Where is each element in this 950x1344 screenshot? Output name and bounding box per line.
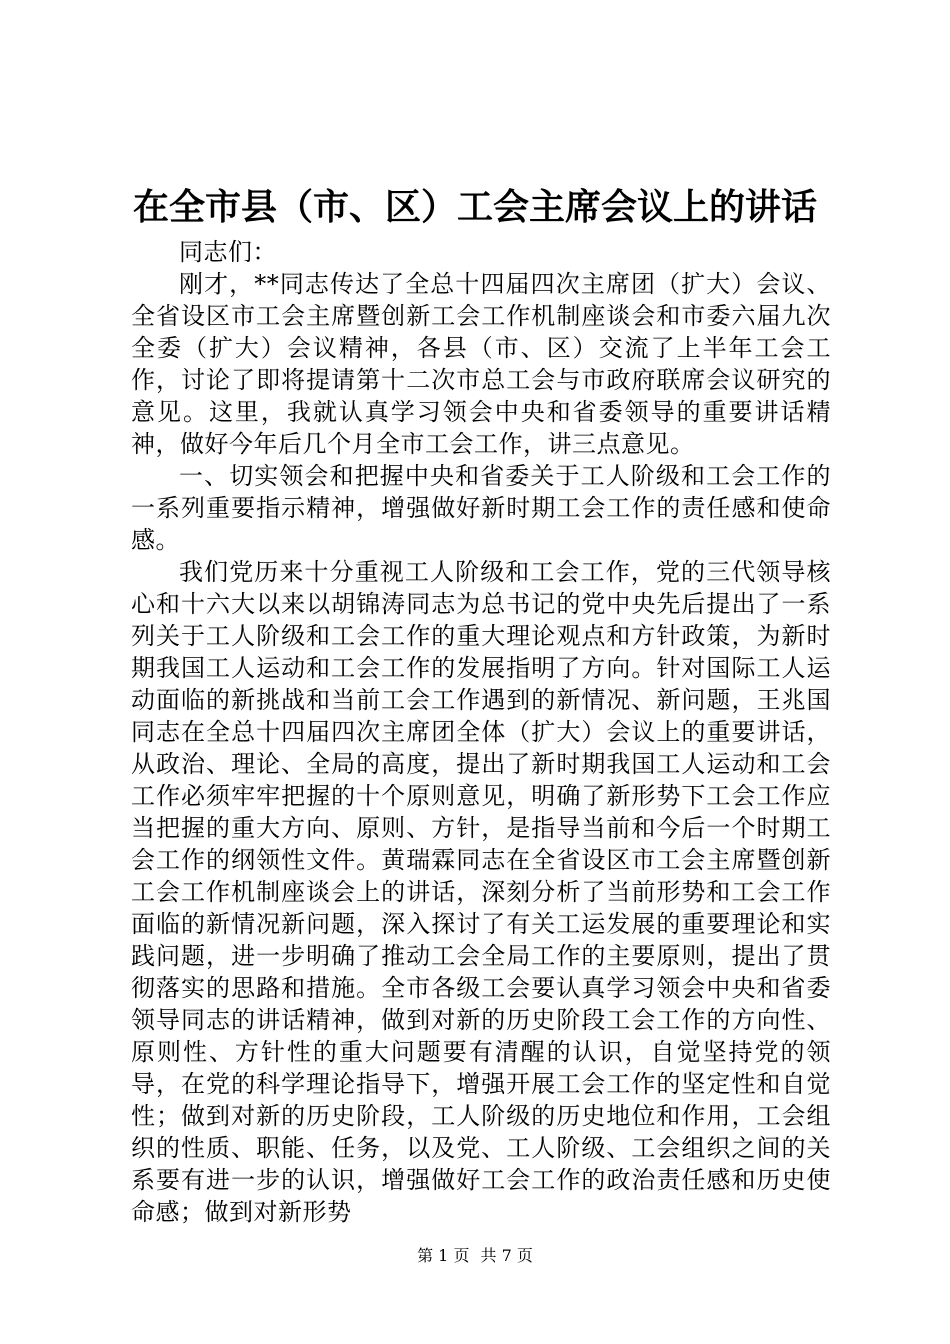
document-title: 在全市县（市、区）工会主席会议上的讲话 <box>132 186 817 228</box>
body-paragraph: 我们党历来十分重视工人阶级和工会工作，党的三代领导核心和十六大以来以胡锦涛同志为总书记的党中央先后提出了一系列关于工人阶级和工会工作的重大理论观点和方针政策，为新时期我国工人运动和工会工作的发展指明了方向。针对国际工人运动面临的新挑战和当前工会工作遇到的新情况、新问题，王兆国同志在全总十四届四次主席团全体（扩大）会议上的重要讲话，从政治、理论、全局的高度，提出了新时期我国工人运动和工会工作必须牢牢把握的十个原则意见，明确了新形势下工会工作应当把握的重大方向、原则、方针，是指导当前和今后一个时期工会工作的纲领性文件。黄瑞霖同志在全省设区市工会主席暨创新工会工作机制座谈会上的讲话，深刻分析了当前形势和工会工作面临的新情况新问题，深入探讨了有关工运发展的重要理论和实践问题，进一步明确了推动工会全局工作的主要原则，提出了贯彻落实的思路和措施。全市各级工会要认真学习领会中央和省委领导同志的讲话精神，做到对新的历史阶段工会工作的方向性、原则性、方针性的重大问题要有清醒的认识，自觉坚持党的领导，在党的科学理论指导下，增强开展工会工作的坚定性和自觉性；做到对新的历史阶段，工人阶级的历史地位和作用，工会组织的性质、职能、任务，以及党、工人阶级、工会组织之间的关系要有进一步的认识，增强做好工会工作的政治责任感和历史使命感；做到对新形势 <box>131 558 831 1226</box>
page-total: 共 7 页 <box>480 1246 533 1265</box>
page-footer <box>0 1245 950 1267</box>
intro-paragraph: 刚才，**同志传达了全总十四届四次主席团（扩大）会议、全省设区市工会主席暨创新工会工作机制座谈会和市委六届九次全委（扩大）会议精神，各县（市、区）交流了上半年工会工作，讨论了即将提请第十二次市总工会与市政府联席会议研究的意见。这里，我就认真学习领会中央和省委领导的重要讲话精神，做好今年后几个月全市工会工作，讲三点意见。 <box>131 270 831 458</box>
document-body <box>131 236 831 1228</box>
section-heading-paragraph: 一、切实领会和把握中央和省委关于工人阶级和工会工作的一系列重要指示精神，增强做好新时期工会工作的责任感和使命感。 <box>131 462 831 554</box>
salutation-paragraph: 同志们： <box>179 238 277 266</box>
page-number: 第 1 页 <box>417 1246 470 1265</box>
